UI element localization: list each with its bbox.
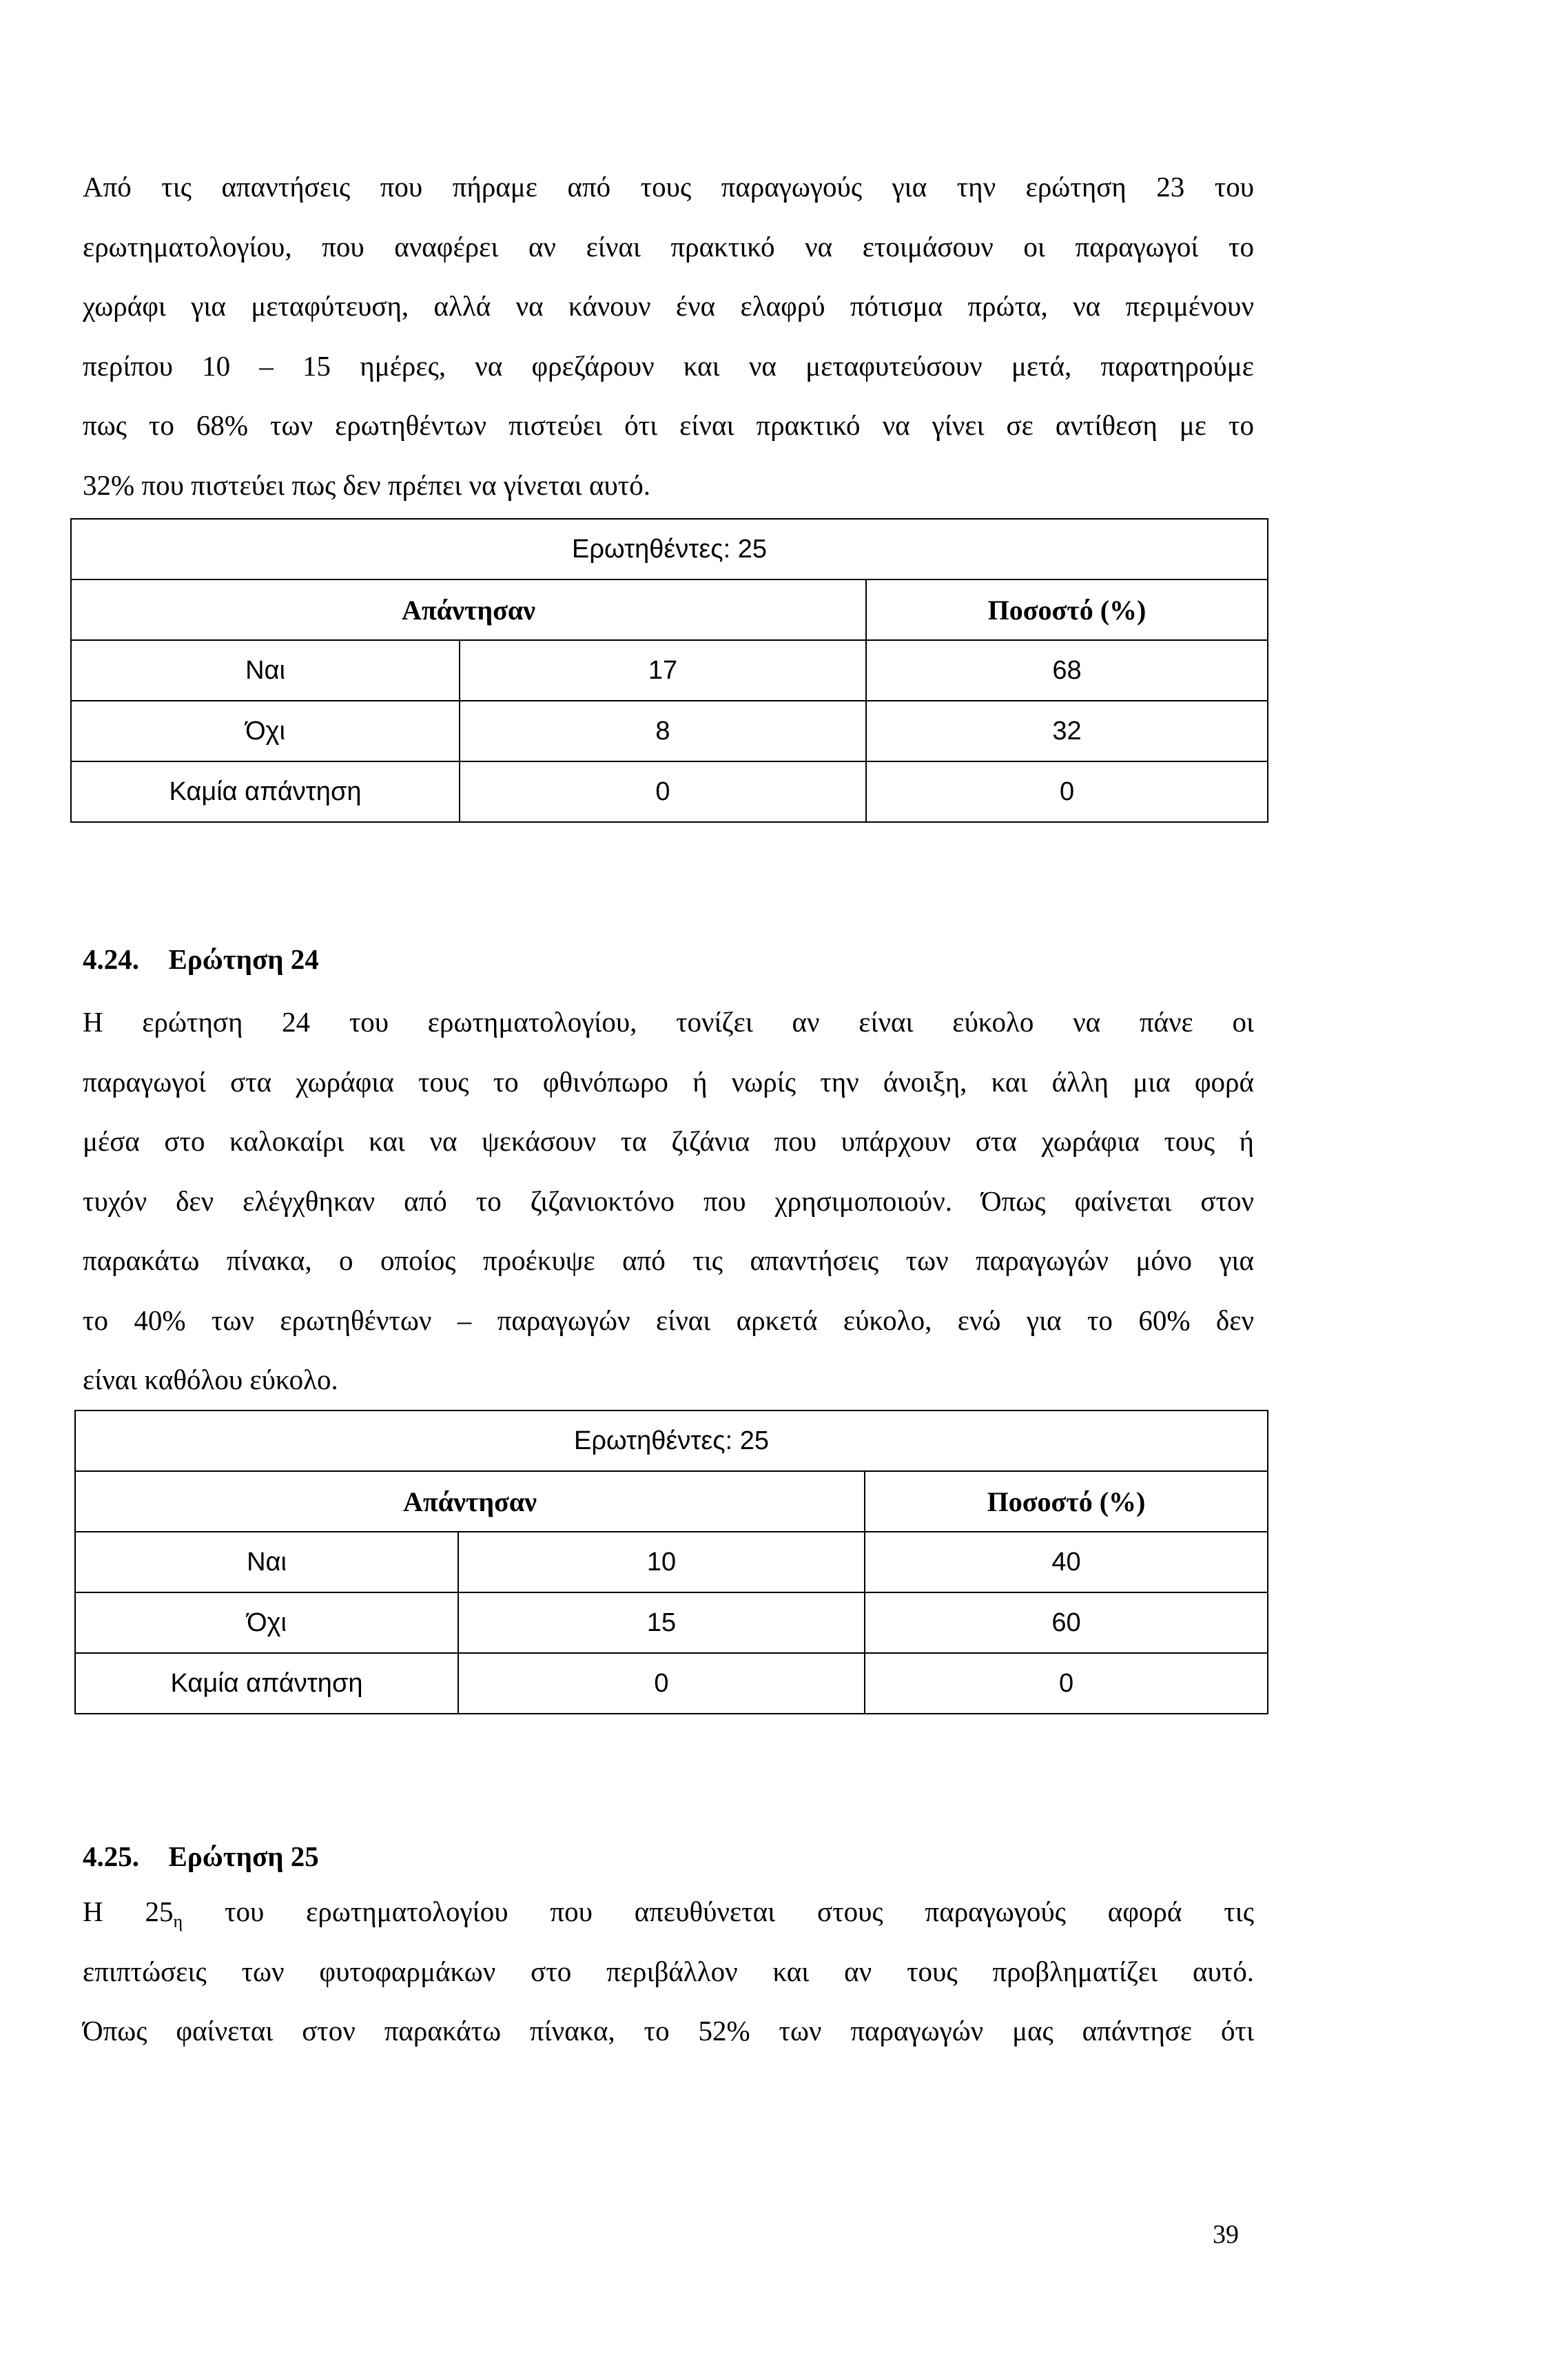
results-table-q23 bbox=[70, 518, 1268, 823]
section-title: Ερώτηση 25 bbox=[168, 1840, 319, 1872]
table-row bbox=[75, 1653, 1268, 1714]
paragraph-question-24 bbox=[83, 992, 1254, 1410]
header-answered: Απάντησαν bbox=[71, 579, 866, 640]
text-line: επιπτώσεις των φυτοφαρμάκων στο περιβάλλον και αν τους προβληματίζει αυτό. bbox=[83, 1955, 1254, 1987]
row-label: Ναι bbox=[75, 1532, 458, 1592]
row-count: 0 bbox=[460, 761, 866, 822]
table-row bbox=[75, 1532, 1268, 1592]
row-count: 0 bbox=[458, 1653, 865, 1714]
text-line: παραγωγοί στα χωράφια τους το φθινόπωρο ή νωρίς την άνοιξη, και άλλη μια φορά bbox=[83, 1065, 1254, 1098]
text-line: χωράφι για μεταφύτευση, αλλά να κάνουν ένα ελαφρύ πότισμα πρώτα, να περιμένουν bbox=[83, 290, 1254, 322]
table-title: Ερωτηθέντες: 25 bbox=[71, 519, 1268, 579]
row-label: Ναι bbox=[71, 640, 460, 701]
section-heading-25 bbox=[83, 1836, 319, 1877]
text-line: τυχόν δεν ελέγχθηκαν από το ζιζανιοκτόνο που χρησιμοποιούν. Όπως φαίνεται στον bbox=[83, 1184, 1254, 1217]
row-count: 8 bbox=[460, 701, 866, 761]
row-label: Όχι bbox=[75, 1592, 458, 1653]
row-percent: 40 bbox=[865, 1532, 1268, 1592]
text-fragment: του ερωτηματολογίου που απευθύνεται στους παραγωγούς αφορά τις bbox=[183, 1896, 1255, 1927]
text-line: Από τις απαντήσεις που πήραμε από τους παραγωγούς για την ερώτηση 23 του bbox=[83, 171, 1254, 203]
row-percent: 32 bbox=[866, 701, 1268, 761]
header-percent: Ποσοστό (%) bbox=[866, 579, 1268, 640]
table-title: Ερωτηθέντες: 25 bbox=[75, 1410, 1268, 1471]
row-count: 15 bbox=[458, 1592, 865, 1653]
row-percent: 0 bbox=[865, 1653, 1268, 1714]
row-percent: 60 bbox=[865, 1592, 1268, 1653]
section-title: Ερώτηση 24 bbox=[168, 943, 319, 975]
text-line: πως το 68% των ερωτηθέντων πιστεύει ότι είναι πρακτικό να γίνει σε αντίθεση με το bbox=[83, 409, 1254, 441]
table-row bbox=[71, 640, 1268, 701]
text-line bbox=[83, 1882, 1254, 1942]
section-number: 4.25. bbox=[83, 1840, 139, 1872]
row-count: 17 bbox=[460, 640, 866, 701]
row-count: 10 bbox=[458, 1532, 865, 1592]
text-fragment: Η 25 bbox=[83, 1896, 174, 1927]
text-line: περίπου 10 – 15 ημέρες, να φρεζάρουν και να μεταφυτεύσουν μετά, παρατηρούμε bbox=[83, 349, 1254, 382]
row-label: Όχι bbox=[71, 701, 460, 761]
text-line: μέσα στο καλοκαίρι και να ψεκάσουν τα ζιζάνια που υπάρχουν στα χωράφια τους ή bbox=[83, 1125, 1254, 1157]
text-line: ερωτηματολογίου, που αναφέρει αν είναι πρακτικό να ετοιμάσουν οι παραγωγοί το bbox=[83, 230, 1254, 263]
text-line: 32% που πιστεύει πως δεν πρέπει να γίνεται αυτό. bbox=[83, 469, 650, 501]
row-percent: 68 bbox=[866, 640, 1268, 701]
paragraph-question-23 bbox=[83, 157, 1254, 515]
row-label: Καμία απάντηση bbox=[75, 1653, 458, 1714]
results-table-q24 bbox=[74, 1410, 1268, 1714]
page-number: 39 bbox=[1213, 2220, 1239, 2249]
section-heading-24 bbox=[83, 938, 319, 980]
header-percent: Ποσοστό (%) bbox=[865, 1471, 1268, 1532]
text-line: Όπως φαίνεται στον παρακάτω πίνακα, το 52% των παραγωγών μας απάντησε ότι bbox=[83, 2015, 1254, 2046]
text-line: Η ερώτηση 24 του ερωτηματολογίου, τονίζει αν είναι εύκολο να πάνε οι bbox=[83, 1006, 1254, 1038]
header-answered: Απάντησαν bbox=[75, 1471, 865, 1532]
section-number: 4.24. bbox=[83, 943, 139, 975]
text-line: παρακάτω πίνακα, ο οποίος προέκυψε από τις απαντήσεις των παραγωγών μόνο για bbox=[83, 1244, 1254, 1276]
paragraph-question-25 bbox=[83, 1882, 1254, 2061]
table-row bbox=[71, 701, 1268, 761]
text-line: είναι καθόλου εύκολο. bbox=[83, 1364, 338, 1395]
row-label: Καμία απάντηση bbox=[71, 761, 460, 822]
subscript: η bbox=[173, 1911, 183, 1932]
text-line: το 40% των ερωτηθέντων – παραγωγών είναι αρκετά εύκολο, ενώ για το 60% δεν bbox=[83, 1304, 1254, 1336]
row-percent: 0 bbox=[866, 761, 1268, 822]
table-row bbox=[71, 761, 1268, 822]
table-row bbox=[75, 1592, 1268, 1653]
